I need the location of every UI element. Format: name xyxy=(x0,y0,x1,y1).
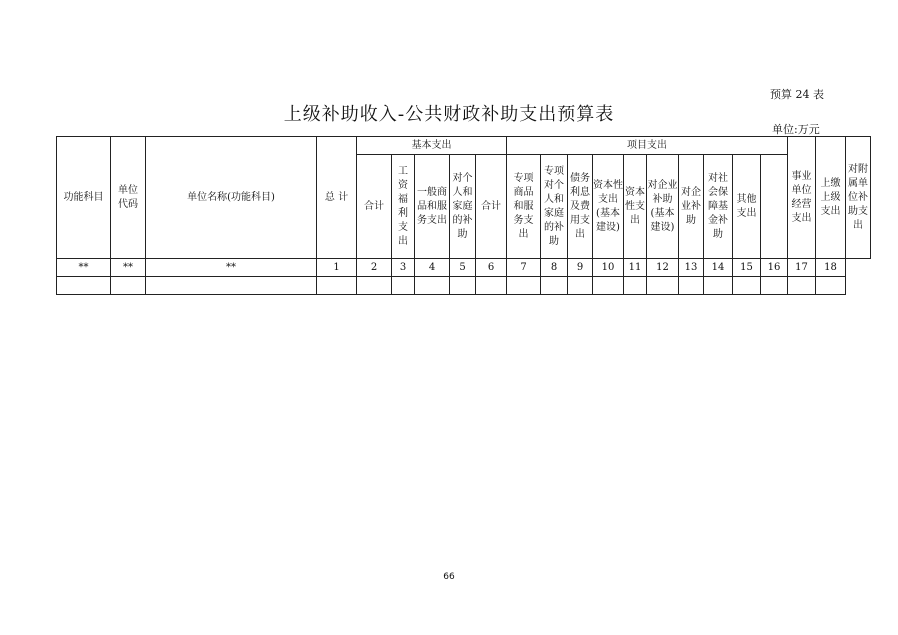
header-social-security: 对社会保障基金补助 xyxy=(704,155,733,259)
number-cell: 15 xyxy=(733,259,761,277)
header-project-group: 项目支出 xyxy=(507,137,788,155)
empty-cell xyxy=(392,277,415,295)
empty-cell xyxy=(704,277,733,295)
empty-cell xyxy=(624,277,647,295)
empty-row xyxy=(57,277,871,295)
unit-label: 单位:万元 xyxy=(772,123,820,136)
header-wages: 工资福利支出 xyxy=(392,155,415,259)
header-unit-code: 单位代码 xyxy=(111,137,146,259)
number-cell: 7 xyxy=(507,259,541,277)
header-basic-total: 合计 xyxy=(357,155,392,259)
header-personal-family: 对个人和家庭的补助 xyxy=(450,155,476,259)
header-goods-services: 一般商品和服务支出 xyxy=(415,155,450,259)
header-basic-group: 基本支出 xyxy=(357,137,507,155)
empty-cell xyxy=(733,277,761,295)
number-cell: ** xyxy=(146,259,317,277)
number-cell: 11 xyxy=(624,259,647,277)
page-title: 上级补助收入-公共财政补助支出预算表 xyxy=(283,104,615,125)
number-cell: 16 xyxy=(761,259,788,277)
header-unit-name: 单位名称(功能科目) xyxy=(146,137,317,259)
header-other: 其他支出 xyxy=(733,155,761,259)
header-func-subject: 功能科目 xyxy=(57,137,111,259)
number-cell: 5 xyxy=(450,259,476,277)
empty-cell xyxy=(57,277,111,295)
budget-table xyxy=(56,136,871,295)
empty-cell xyxy=(450,277,476,295)
header-project-total: 合计 xyxy=(476,155,507,259)
empty-cell xyxy=(788,277,816,295)
number-cell: 2 xyxy=(357,259,392,277)
number-cell: 13 xyxy=(679,259,704,277)
empty-cell xyxy=(761,277,788,295)
header-debt-interest: 债务利息及费用支出 xyxy=(568,155,593,259)
page-number: 66 xyxy=(443,572,455,582)
empty-cell xyxy=(415,277,450,295)
header-enterprise-infra: 对企业补助(基本建设) xyxy=(647,155,679,259)
table-number: 预算 24 表 xyxy=(770,88,824,101)
header-capital: 资本性支出 xyxy=(624,155,647,259)
header-business-ops: 事业单位经营支出 xyxy=(788,137,816,259)
empty-cell xyxy=(357,277,392,295)
number-cell: 12 xyxy=(647,259,679,277)
header-total: 总 计 xyxy=(317,137,357,259)
number-cell: 9 xyxy=(568,259,593,277)
empty-cell xyxy=(679,277,704,295)
number-cell: 10 xyxy=(593,259,624,277)
empty-cell xyxy=(317,277,357,295)
empty-cell xyxy=(111,277,146,295)
empty-cell xyxy=(647,277,679,295)
header-row-group xyxy=(57,137,871,155)
empty-cell xyxy=(476,277,507,295)
number-cell: 1 xyxy=(317,259,357,277)
empty-cell xyxy=(593,277,624,295)
header-special-personal: 专项对个人和家庭的补助 xyxy=(541,155,568,259)
header-remit-upper: 上缴上级支出 xyxy=(816,137,846,259)
number-cell: 3 xyxy=(392,259,415,277)
empty-cell xyxy=(541,277,568,295)
empty-cell xyxy=(816,277,846,295)
number-cell: 6 xyxy=(476,259,507,277)
empty-cell xyxy=(507,277,541,295)
header-special-goods: 专项商品和服务支出 xyxy=(507,155,541,259)
header-enterprise: 对企业补助 xyxy=(679,155,704,259)
number-cell: 8 xyxy=(541,259,568,277)
number-cell: ** xyxy=(57,259,111,277)
number-row xyxy=(57,259,871,277)
header-capital-infra: 资本性支出(基本建设) xyxy=(593,155,624,259)
number-cell: 4 xyxy=(415,259,450,277)
empty-cell xyxy=(146,277,317,295)
number-cell: 17 xyxy=(788,259,816,277)
header-affiliated: 对附属单位补助支出 xyxy=(846,137,871,259)
number-cell: ** xyxy=(111,259,146,277)
number-cell: 18 xyxy=(816,259,846,277)
empty-cell xyxy=(568,277,593,295)
number-cell: 14 xyxy=(704,259,733,277)
